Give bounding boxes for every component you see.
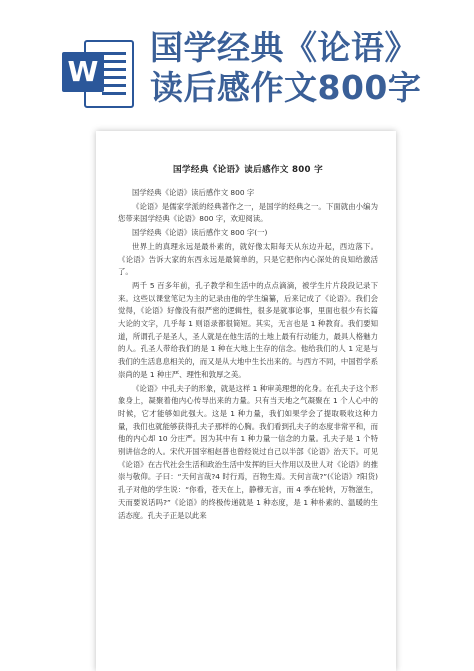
- paragraph: 国学经典《论语》读后感作文 800 字: [132, 188, 255, 197]
- document-page: [96, 131, 396, 671]
- banner: [0, 0, 474, 125]
- banner-title-line1: 国学经典《论语》: [150, 28, 418, 67]
- banner-title-line2: 读后感作文800字: [150, 68, 422, 107]
- word-logo-badge: W: [62, 52, 104, 92]
- banner-title: [150, 28, 460, 108]
- document-body: [118, 163, 378, 523]
- paragraph: 两千 5 百多年前，孔子教学和生活中的点点滴滴，被学生片片段段记录下来。这些以课堂笔记为主的记录由他的学生编纂，后来记成了《论语》。我们会觉得，《论语》好像没有很严密的逻辑性，很多是就事论事，里面也很少有长篇大论的文字，几乎每 1 则语录都很简短。其实，无言也是 1 种教育。我们要知道，所谓孔子是圣人，圣人就是在他生活的土地上最有行动能力，最具人格魅力的人。孔圣人带给我们的是 1 种在大地上生存的信念。他给我们的人 1 定是与我们的生活息息相关的，而又是从大地中生长出来的。与西方不同，中国哲学系崇尚的是 1 种庄严、理性和敦厚之美。: [118, 280, 378, 379]
- paragraph: 世界上的真理永远是最朴素的，就好像太阳每天从东边升起，西边落下。《论语》告诉大家的东西永远是最简单的，只是它把你内心深处的良知给激活了。: [118, 241, 378, 277]
- paragraph: 国学经典《论语》读后感作文 800 字(一): [132, 228, 268, 238]
- word-document-icon: [62, 40, 132, 106]
- paragraph: 《论语》中孔夫子的形象，就是这样 1 种审美理想的化身。在孔夫子这个形象身上，凝聚着他内心传导出来的力量。只有当天地之气凝聚在 1 个人心中的时候，它才能够如此强大。这是 1 种力量，我们如果学会了提取吸收这种力量，我们也就能够获得孔夫子那样的心胸。我们看到孔夫子的态度非常平和，而他的内心却 10 分庄严。因为其中有 1 种力量一信念的力量。孔夫子是 1 个特别讲信念的人。宋代开国宰相赵普也曾经说过自己以半部《论语》治天下。可见《论语》在古代社会生活和政治生活中发挥的巨大作用以及世人对《论语》的推崇与敬仰。子曰：“天何言哉?4 时行焉，百物生焉。天何言哉?”(《论语》?阳货)孔子对他的学生说：“你看，苍天在上，静穆无言，而 4 季在轮转，万物滋生，天而要说话吗?”《论语》的终极传递就是 1 种态度，是 1 种朴素的、温暖的生活态度。孔夫子正是以此来: [118, 383, 378, 520]
- document-title: 国学经典《论语》读后感作文 800 字: [173, 165, 323, 175]
- paragraph: 《论语》是儒家学派的经典著作之一，是国学的经典之一。下面就由小编为您带来国学经典《论语》800 字，欢迎阅读。: [118, 201, 378, 224]
